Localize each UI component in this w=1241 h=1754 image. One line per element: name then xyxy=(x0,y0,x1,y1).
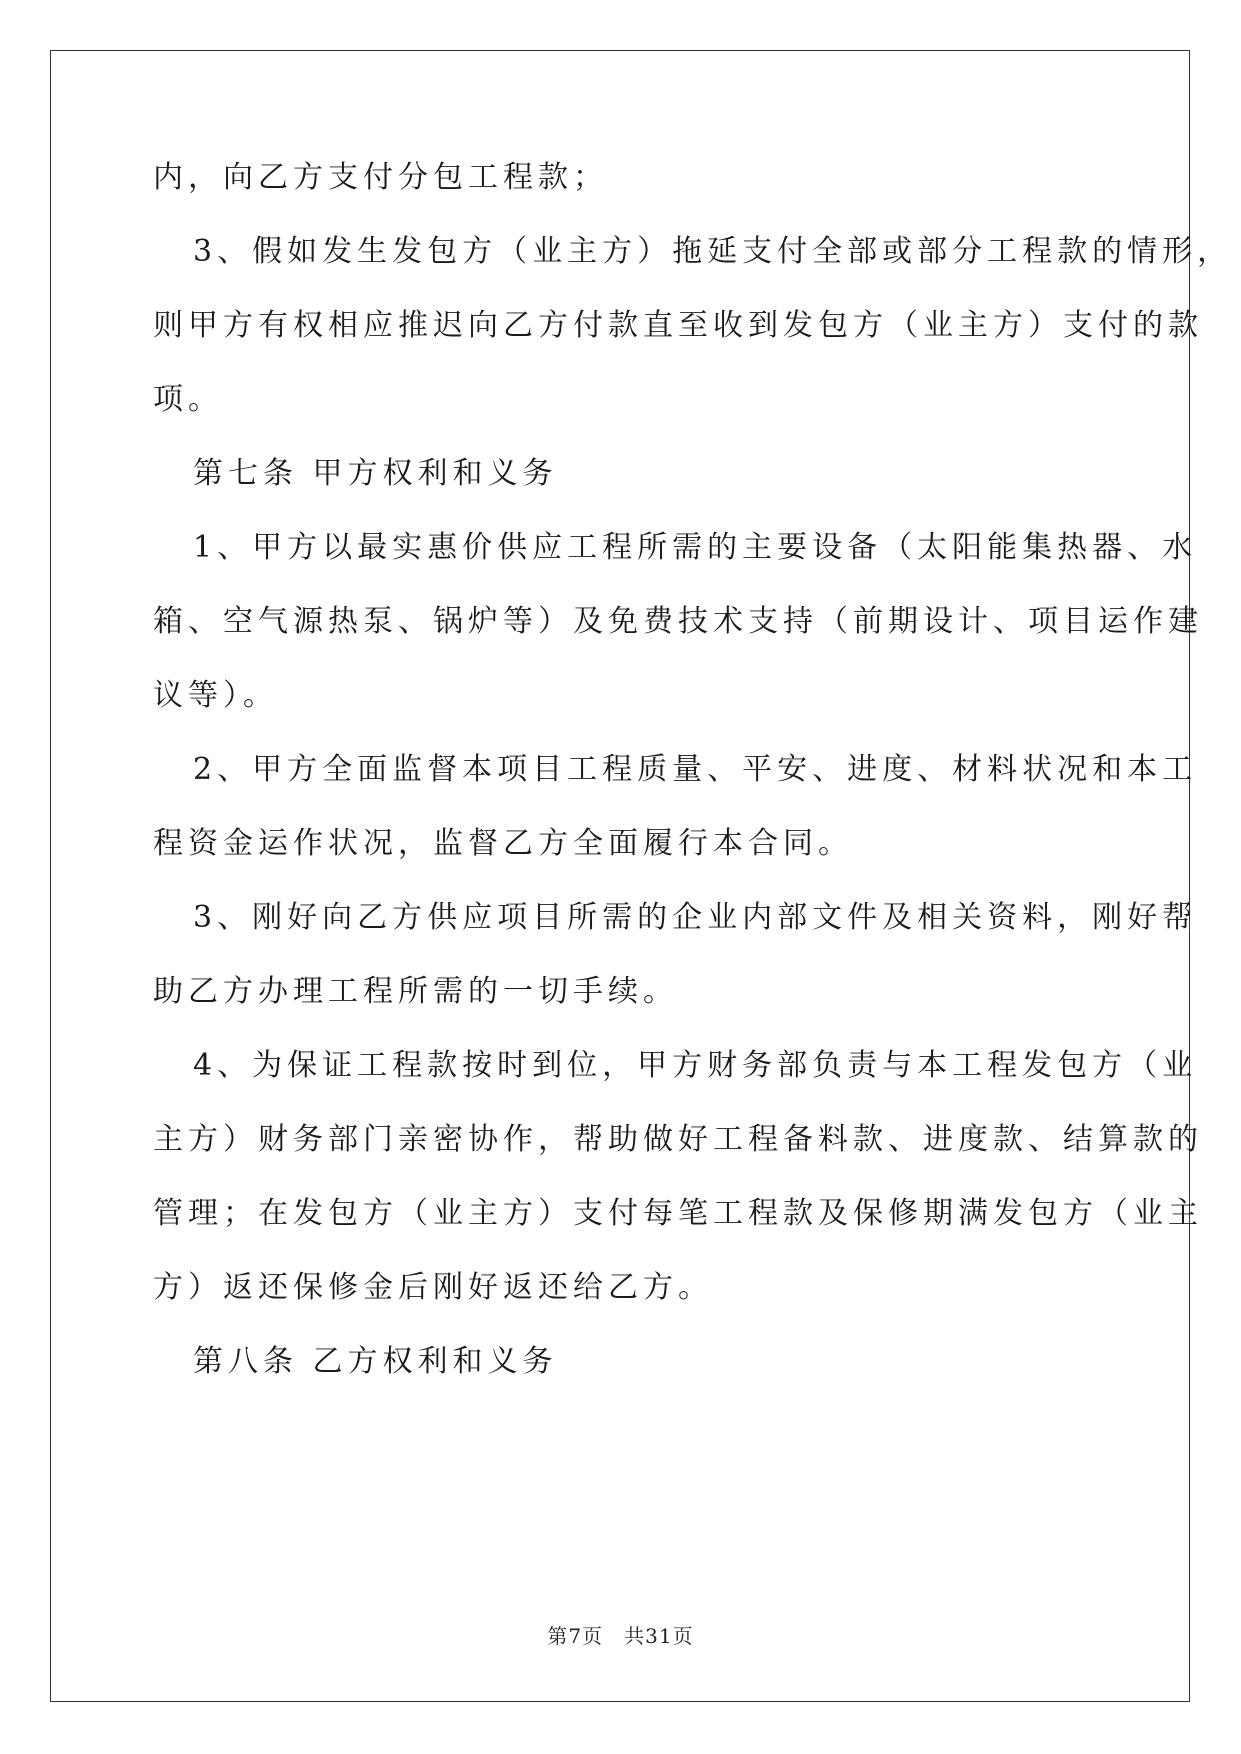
text-line: 主方）财务部门亲密协作，帮助做好工程备料款、进度款、结算款的 xyxy=(153,1122,1203,1157)
page-number-footer: 第7页 共31页 xyxy=(547,1624,694,1648)
text-line: 管理；在发包方（业主方）支付每笔工程款及保修期满发包方（业主 xyxy=(153,1196,1203,1231)
text-line: 助乙方办理工程所需的一切手续。 xyxy=(153,974,678,1009)
section-heading: 第八条 乙方权利和义务 xyxy=(193,1344,558,1379)
text-line: 程资金运作状况，监督乙方全面履行本合同。 xyxy=(153,826,853,861)
text-line: 4、为保证工程款按时到位，甲方财务部负责与本工程发包方（业 xyxy=(193,1048,1198,1083)
text-line: 3、刚好向乙方供应项目所需的企业内部文件及相关资料，刚好帮 xyxy=(193,900,1198,935)
text-line: 议等）。 xyxy=(153,678,278,713)
page-border xyxy=(50,50,1190,1702)
text-line: 内，向乙方支付分包工程款； xyxy=(153,160,608,195)
text-line: 则甲方有权相应推迟向乙方付款直至收到发包方（业主方）支付的款 xyxy=(153,308,1203,343)
text-line: 项。 xyxy=(153,382,223,417)
text-line: 箱、空气源热泵、锅炉等）及免费技术支持（前期设计、项目运作建 xyxy=(153,604,1203,639)
text-line: 3、假如发生发包方（业主方）拖延支付全部或部分工程款的情形， xyxy=(193,234,1233,269)
text-line: 2、甲方全面监督本项目工程质量、平安、进度、材料状况和本工 xyxy=(193,752,1198,787)
text-line: 方）返还保修金后刚好返还给乙方。 xyxy=(153,1270,713,1305)
text-line: 1、甲方以最实惠价供应工程所需的主要设备（太阳能集热器、水 xyxy=(193,530,1198,565)
section-heading: 第七条 甲方权利和义务 xyxy=(193,456,558,491)
